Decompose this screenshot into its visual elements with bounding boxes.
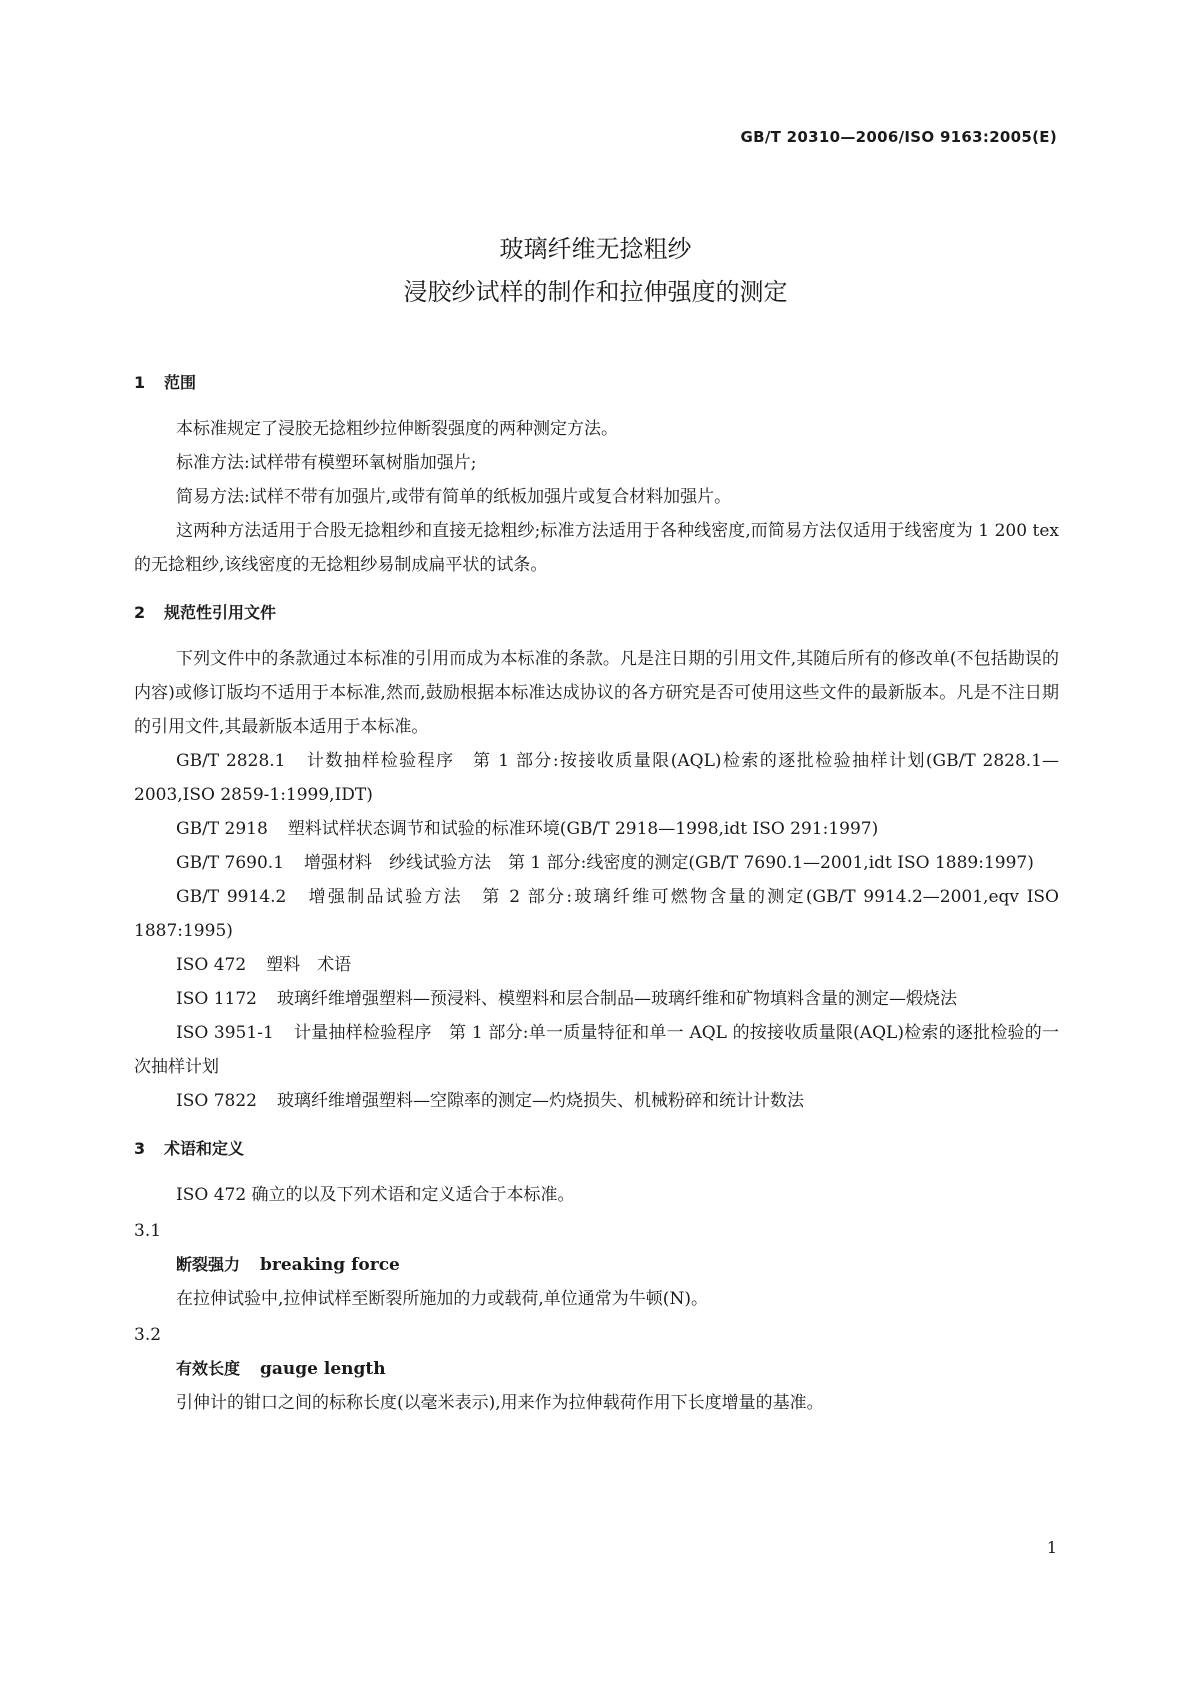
reference-code: GB/T 2828.1 [176,751,286,771]
term-chinese: 有效长度 [176,1359,241,1378]
term-definition: 引伸计的钳口之间的标称长度(以毫米表示),用来作为拉伸载荷作用下长度增量的基准。 [176,1393,824,1413]
section-title: 范围 [164,373,197,392]
term-entry [134,1352,1059,1386]
reference-code: ISO 7822 [176,1091,257,1111]
reference-code: ISO 472 [176,955,247,975]
paragraph: 标准方法:试样带有模塑环氧树脂加强片; [176,453,477,473]
reference-code: GB/T 2918 [176,819,268,839]
reference-item [134,948,1059,982]
reference-title: 塑料试样状态调节和试验的标准环境(GB/T 2918—1998,idt ISO 291:1997) [287,819,879,839]
section-number: 1 [134,373,146,392]
title-line-2: 浸胶纱试样的制作和拉伸强度的测定 [403,278,788,306]
reference-code: GB/T 7690.1 [176,853,285,873]
term-definition: 在拉伸试验中,拉伸试样至断裂所施加的力或载荷,单位通常为牛顿(N)。 [176,1289,708,1309]
reference-title: 计数抽样检验程序 第 1 部分:按接收质量限(AQL)检索的逐批检验抽样计划(GB/T 2828.1—2003,ISO 2859-1:1999,IDT) [134,751,1059,805]
section-title: 术语和定义 [164,1139,245,1158]
reference-title: 增强制品试验方法 第 2 部分:玻璃纤维可燃物含量的测定(GB/T 9914.2—2001,eqv ISO 1887:1995) [134,887,1059,941]
section-2-heading [134,598,1059,628]
paragraph: 这两种方法适用于合股无捻粗纱和直接无捻粗纱;标准方法适用于各种线密度,而简易方法仅适用于线密度为 1 200 tex 的无捻粗纱,该线密度的无捻粗纱易制成扁平状的试条。 [134,521,1059,575]
reference-item [134,880,1059,948]
document-title [0,228,1191,314]
reference-code: GB/T 9914.2 [176,887,287,907]
paragraph: 简易方法:试样不带有加强片,或带有简单的纸板加强片或复合材料加强片。 [176,487,732,507]
page-number: 1 [1046,1538,1057,1557]
section-title: 规范性引用文件 [164,603,277,622]
reference-title: 玻璃纤维增强塑料—预浸料、模塑料和层合制品—玻璃纤维和矿物填料含量的测定—煅烧法 [276,989,957,1009]
reference-title: 玻璃纤维增强塑料—空隙率的测定—灼烧损失、机械粉碎和统计计数法 [276,1091,804,1111]
reference-title: 增强材料 纱线试验方法 第 1 部分:线密度的测定(GB/T 7690.1—2001,idt ISO 1889:1997) [304,853,1034,873]
section-1-heading [134,368,1059,398]
paragraph: ISO 472 确立的以及下列术语和定义适合于本标准。 [176,1185,575,1205]
clause-number: 3.1 [134,1221,162,1241]
reference-code: ISO 3951-1 [176,1023,274,1043]
term-english: breaking force [260,1255,400,1275]
reference-item [134,846,1059,880]
clause-number: 3.2 [134,1325,162,1345]
term-entry [134,1248,1059,1282]
reference-item [134,744,1059,812]
paragraph: 下列文件中的条款通过本标准的引用而成为本标准的条款。凡是注日期的引用文件,其随后所有的修改单(不包括勘误的内容)或修订版均不适用于本标准,然而,鼓励根据本标准达成协议的各方研究是否可使用这些文件的最新版本。凡是不注日期的引用文件,其最新版本适用于本标准。 [134,649,1059,737]
reference-title: 计量抽样检验程序 第 1 部分:单一质量特征和单一 AQL 的按接收质量限(AQL)检索的逐批检验的一次抽样计划 [134,1023,1059,1077]
document-body [134,368,1059,1420]
paragraph: 本标准规定了浸胶无捻粗纱拉伸断裂强度的两种测定方法。 [176,419,618,439]
reference-item [134,982,1059,1016]
section-number: 3 [134,1139,146,1158]
section-3-heading [134,1134,1059,1164]
term-chinese: 断裂强力 [176,1255,241,1274]
term-english: gauge length [260,1359,386,1379]
section-number: 2 [134,603,146,622]
reference-code: ISO 1172 [176,989,257,1009]
reference-title: 塑料 术语 [266,955,352,975]
reference-item [134,812,1059,846]
reference-item [134,1016,1059,1084]
title-line-1: 玻璃纤维无捻粗纱 [499,235,692,263]
standard-code-header: GB/T 20310—2006/ISO 9163:2005(E) [740,128,1057,146]
reference-item [134,1084,1059,1118]
